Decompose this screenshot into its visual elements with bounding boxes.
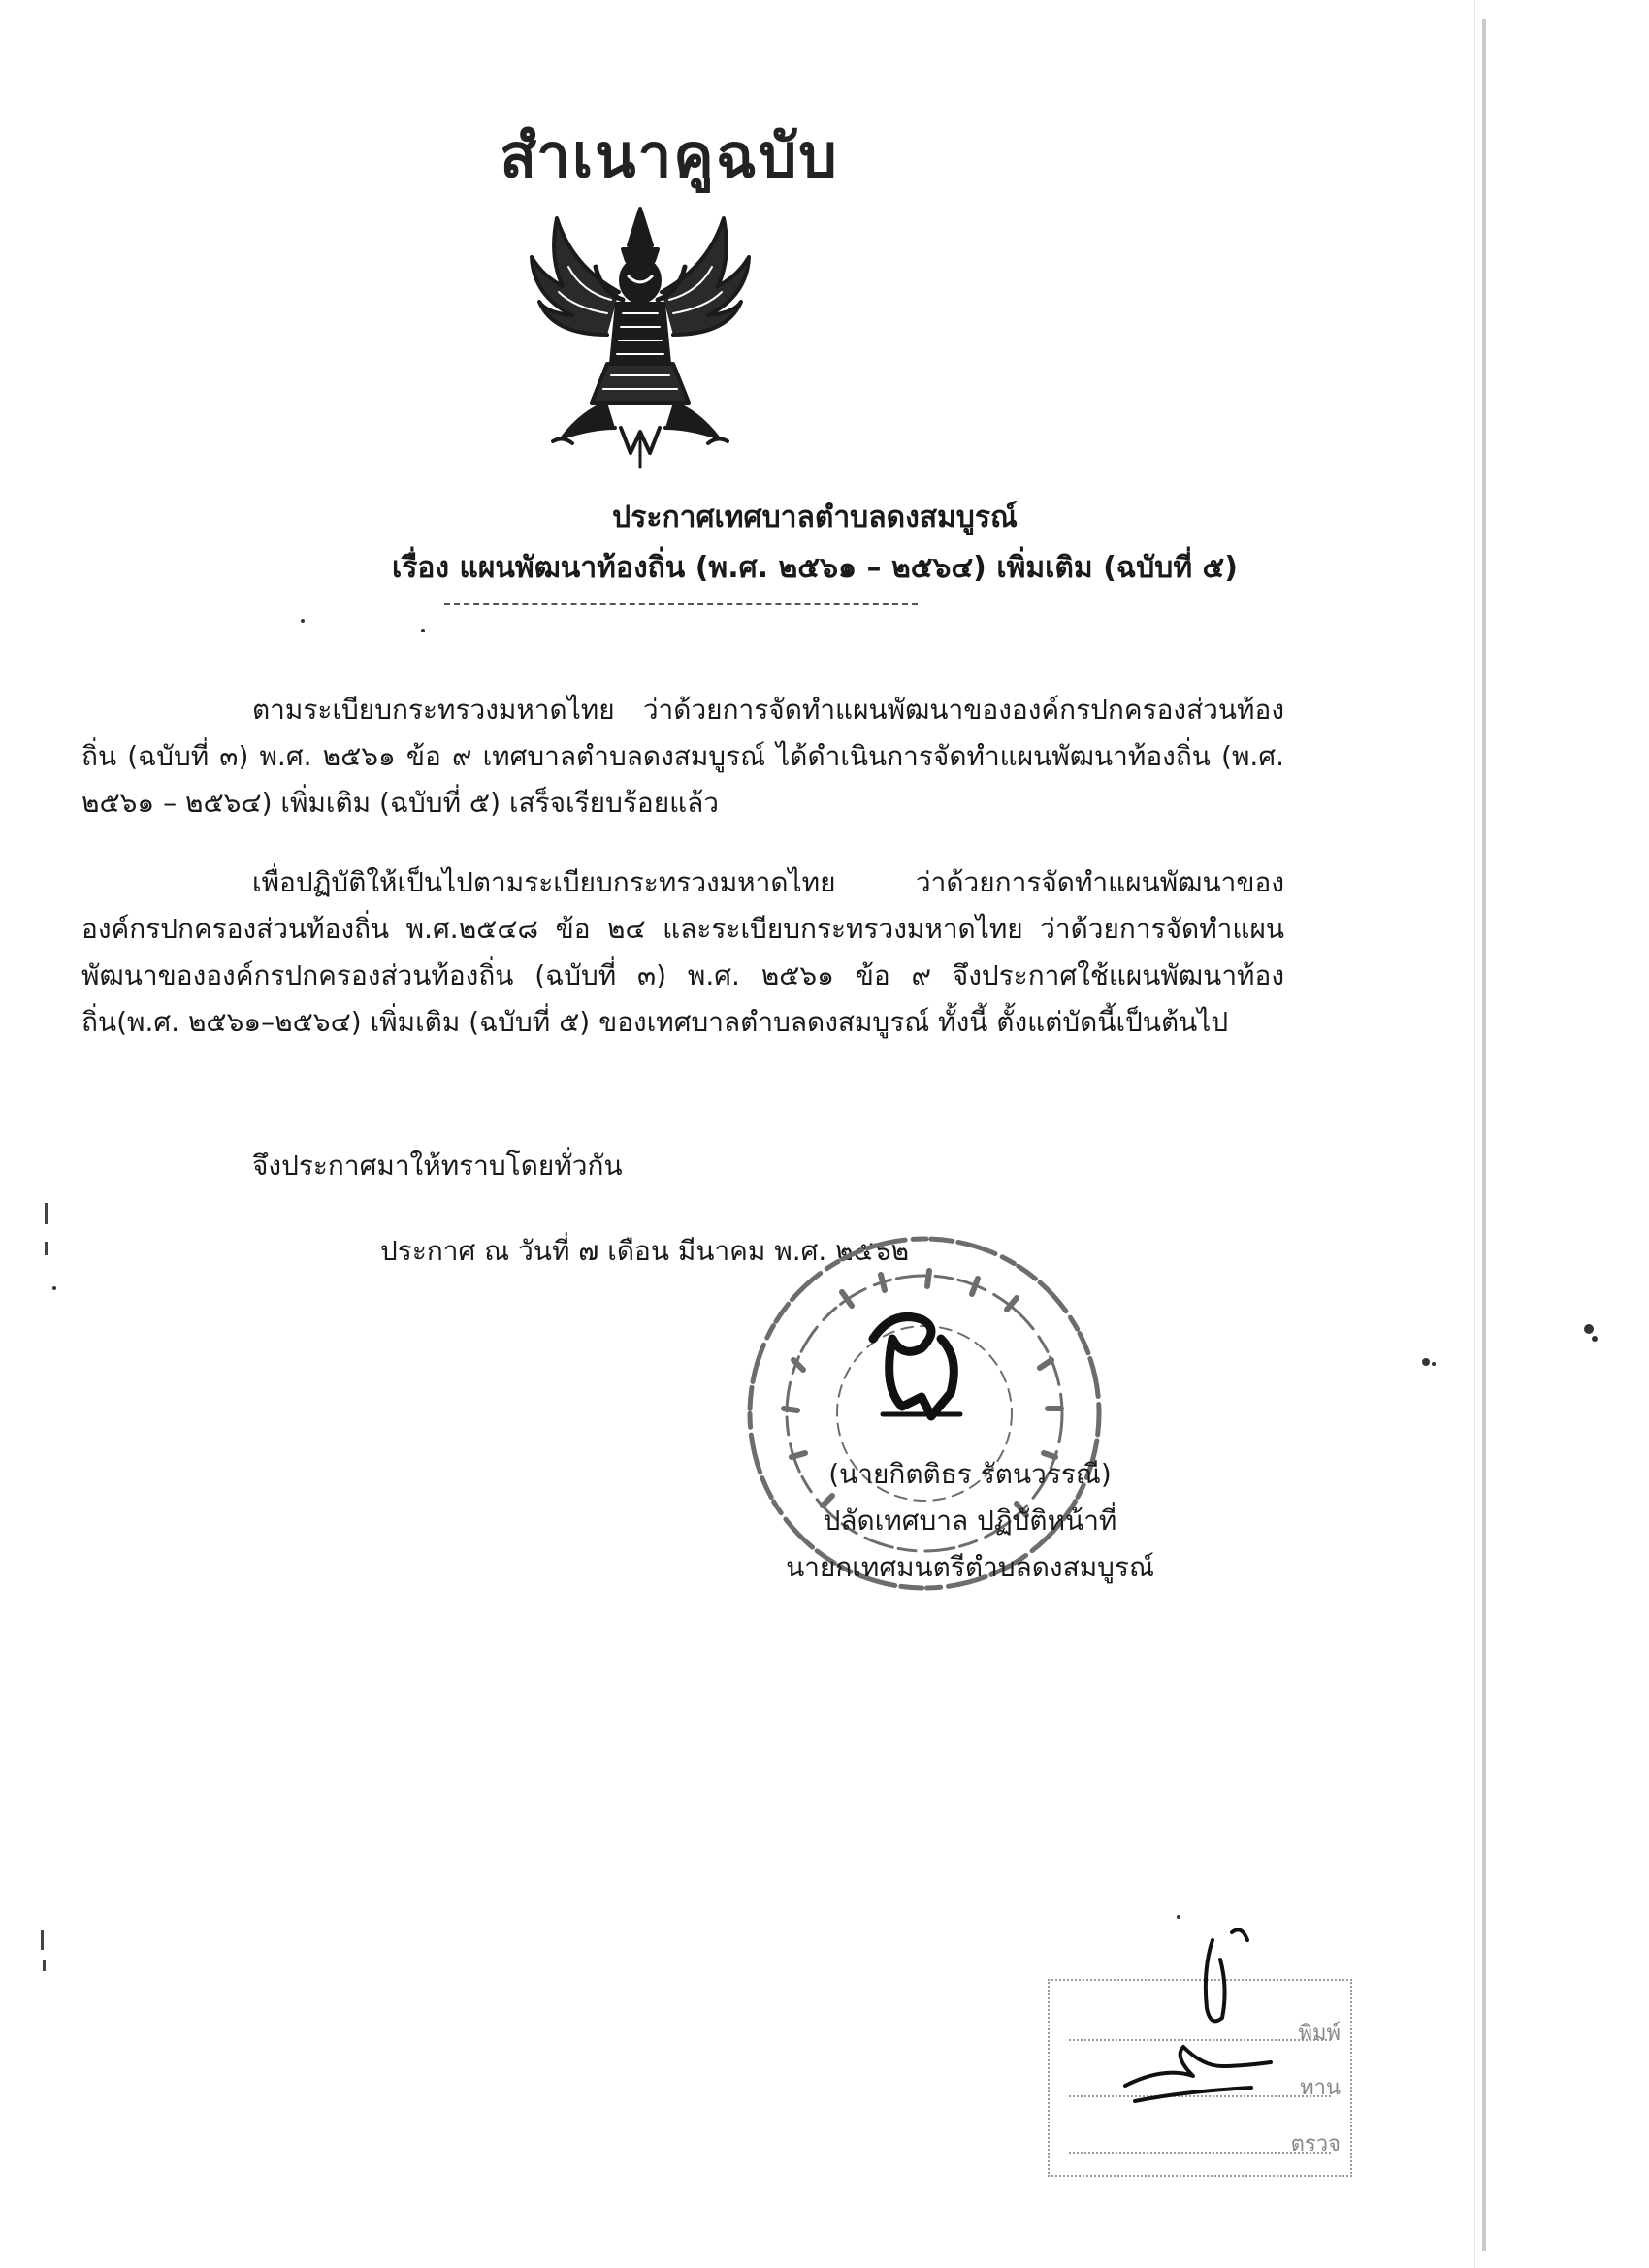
signatory-position-1: ปลัดเทศบาล ปฏิบัติหน้าที่ (823, 1505, 1117, 1537)
certified-copy-stamp: สำเนาคูฉบับ (500, 120, 839, 191)
margin-mark (41, 1930, 44, 1950)
approval-label-1: พิมพ์ (1298, 2022, 1341, 2046)
margin-mark (45, 1242, 48, 1255)
announcement-date: ประกาศ ณ วันที่ ๗ เดือน มีนาคม พ.ศ. ๒๕๖๒ (380, 1235, 910, 1267)
margin-mark (45, 1203, 48, 1224)
signatory-position-2: นายกเทศมนตรีตำบลดงสมบูรณ์ (786, 1551, 1154, 1583)
signatory-name: (นายกิตติธร รัตนวรรณี) (828, 1458, 1112, 1490)
approval-label-3: ตรวจ (1290, 2132, 1341, 2156)
initials-signature-icon (1106, 1921, 1300, 2144)
scan-edge-line (1474, 0, 1475, 2268)
title-divider (444, 603, 918, 605)
approval-label-2: ทาน (1300, 2076, 1341, 2100)
body-paragraph-1: ตามระเบียบกระทรวงมหาดไทย ว่าด้วยการจัดทำแผนพัฒนาขององค์กรปกครองส่วนท้องถิ่น (ฉบับที่ ๓) พ.ศ. ๒๕๖๑ ข้อ ๙ เทศบาลตำบลดงสมบูรณ์ ได้ดำเนินการจัดทำแผนพัฒนาท้องถิ่น (พ.ศ. ๒๕๖๑ – ๒๕๖๔) เพิ่มเติม (ฉบับที่ ๕) เสร็จเรียบร้อยแล้ว (81, 694, 1284, 819)
announcement-title: ประกาศเทศบาลตำบลดงสมบูรณ์ (612, 501, 1018, 535)
margin-mark (43, 1960, 46, 1971)
announcement-subject: เรื่อง แผนพัฒนาท้องถิ่น (พ.ศ. ๒๕๖๑ – ๒๕๖๔) เพิ่มเติม (ฉบับที่ ๕) (392, 551, 1238, 585)
garuda-emblem-icon (514, 199, 766, 470)
handwritten-signature-icon (854, 1300, 980, 1436)
body-paragraph-3: จึงประกาศมาให้ทราบโดยทั่วกัน (252, 1150, 623, 1182)
page-edge-shadow (1482, 19, 1486, 2251)
body-paragraph-2: เพื่อปฏิบัติให้เป็นไปตามระเบียบกระทรวงมหาดไทย ว่าด้วยการจัดทำแผนพัฒนาขององค์กรปกครองส่วนท้องถิ่น พ.ศ.๒๕๔๘ ข้อ ๒๔ และระเบียบกระทรวงมหาดไทย ว่าด้วยการจัดทำแผนพัฒนาขององค์กรปกครองส่วนท้องถิ่น (ฉบับที่ ๓) พ.ศ. ๒๕๖๑ ข้อ ๙ จึงประกาศใช้แผนพัฒนาท้องถิ่น(พ.ศ. ๒๕๖๑–๒๕๖๔) เพิ่มเติม (ฉบับที่ ๕) ของเทศบาลตำบลดงสมบูรณ์ ทั้งนี้ ตั้งแต่บัดนี้เป็นต้นไป (81, 866, 1284, 1038)
